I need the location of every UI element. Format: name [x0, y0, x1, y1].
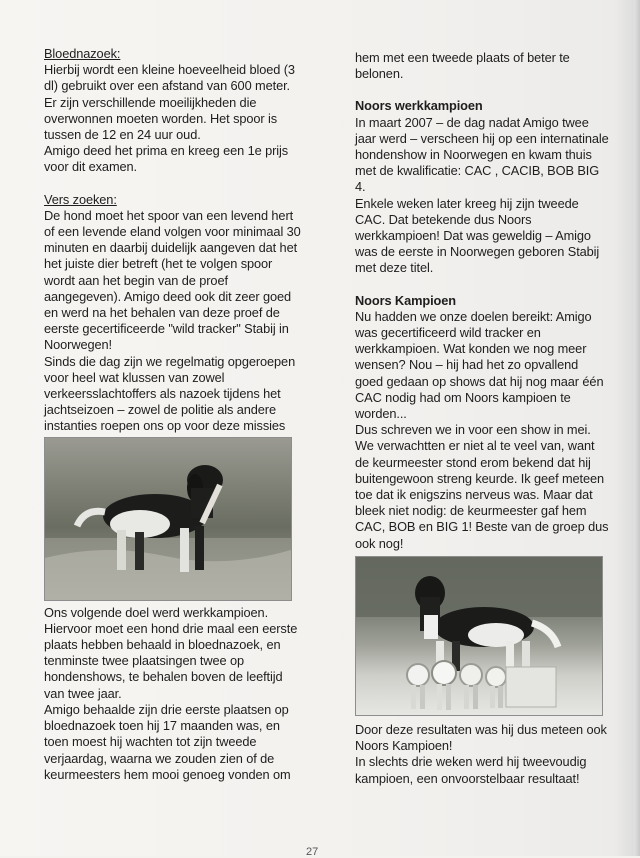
dog-tracking-photo	[44, 437, 292, 601]
left-column	[44, 46, 302, 783]
paragraph: hem met een tweede plaats of beter te belonen.	[355, 50, 570, 82]
dog-show-rosettes-photo	[355, 556, 603, 716]
paragraph: Door deze resultaten was hij dus meteen ook Noors Kampioen!	[355, 721, 607, 754]
paragraph: Amigo deed het prima en kreeg een 1e prijs voor dit examen.	[44, 143, 289, 175]
paragraph: Nu hadden we onze doelen bereikt: Amigo was gecertificeerd wild tracker en werkkampioen. Wat konden we nog meer wensen? Nou – hij had het zo opvallend goed gedaan op shows dat hij nog maar één CAC nodig had om Noors kampioen te worden...	[355, 308, 604, 422]
section-heading-noors-werkkampioen: Noors werkkampioen	[355, 98, 483, 114]
paragraph: In slechts drie weken werd hij tweevoudig kampioen, een onvoorstelbaar resultaat!	[355, 754, 587, 786]
section-heading-bloednazoek: Bloednazoek:	[44, 46, 121, 61]
section-heading-vers-zoeken: Vers zoeken:	[44, 191, 117, 207]
page-edge-shadow	[634, 0, 640, 856]
paragraph: Sinds die dag zijn we regelmatig opgeroepen voor heel wat klussen van zowel verkeersslachtoffers als nazoek tijdens het jachtseizoen – zowel de politie als andere instanties roepen ons op voor deze missies	[44, 353, 296, 434]
paragraph: In maart 2007 – de dag nadat Amigo twee jaar werd – verscheen hij op een internatinale hondenshow in Noorwegen en kwam thuis met de kwalificatie: CAC , CACIB, BOB BIG 4.	[355, 114, 609, 195]
paragraph: Amigo behaalde zijn drie eerste plaatsen op bloednazoek toen hij 17 maanden was, en toen moest hij wachten tot zijn tweede verjaardag, waarna we zouden zien of de keurmeesters hem mooi genoeg vonden om	[44, 701, 291, 782]
paragraph: De hond moet het spoor van een levend hert of een levende eland volgen voor minimaal 30 minuten en daarbij duidelijk aangeven dat het het juiste dier betreft (het te volgen spoor wordt aan het begin van de proef aangegeven). Amigo deed ook dit zeer goed en werd na het behalen van deze proef de eerste gecertificeerde "wild tracker" Stabij in Noorwegen!	[44, 207, 301, 353]
paragraph: Hierbij wordt een kleine hoeveelheid bloed (3 dl) gebruikt over een afstand van 600 meter. Er zijn verschillende moeilijkheden die overwonnen moeten worden. Het spoor is tussen de 12 en 24 uur oud.	[44, 62, 295, 143]
page-number: 27	[306, 846, 319, 858]
section-heading-noors-kampioen: Noors Kampioen	[355, 292, 456, 308]
paragraph: Dus schreven we in voor een show in mei. We verwachtten er niet al te veel van, want de keurmeester stond erom bekend dat hij buitengewoon streng keurde. Ik geef meteen toe dat ik enigszins nerveus was. Maar dat bleek niet nodig: de keurmeester gaf hem CAC, BOB en BIG 1! Beste van de groep dus ook nog!	[355, 422, 609, 551]
right-column	[355, 50, 609, 787]
paragraph: Ons volgende doel werd werkkampioen. Hiervoor moet een hond drie maal een eerste plaats hebben behaald in bloednazoek, en tenminste twee plaatsingen twee op hondenshows, te behalen boven de leeftijd van twee jaar.	[44, 604, 298, 701]
paragraph: Enkele weken later kreeg hij zijn tweede CAC. Dat betekende dus Noors werkkampioen! Dat was geweldig – Amigo was de eerste in Noorwegen geboren Stabij met deze titel.	[355, 195, 600, 276]
